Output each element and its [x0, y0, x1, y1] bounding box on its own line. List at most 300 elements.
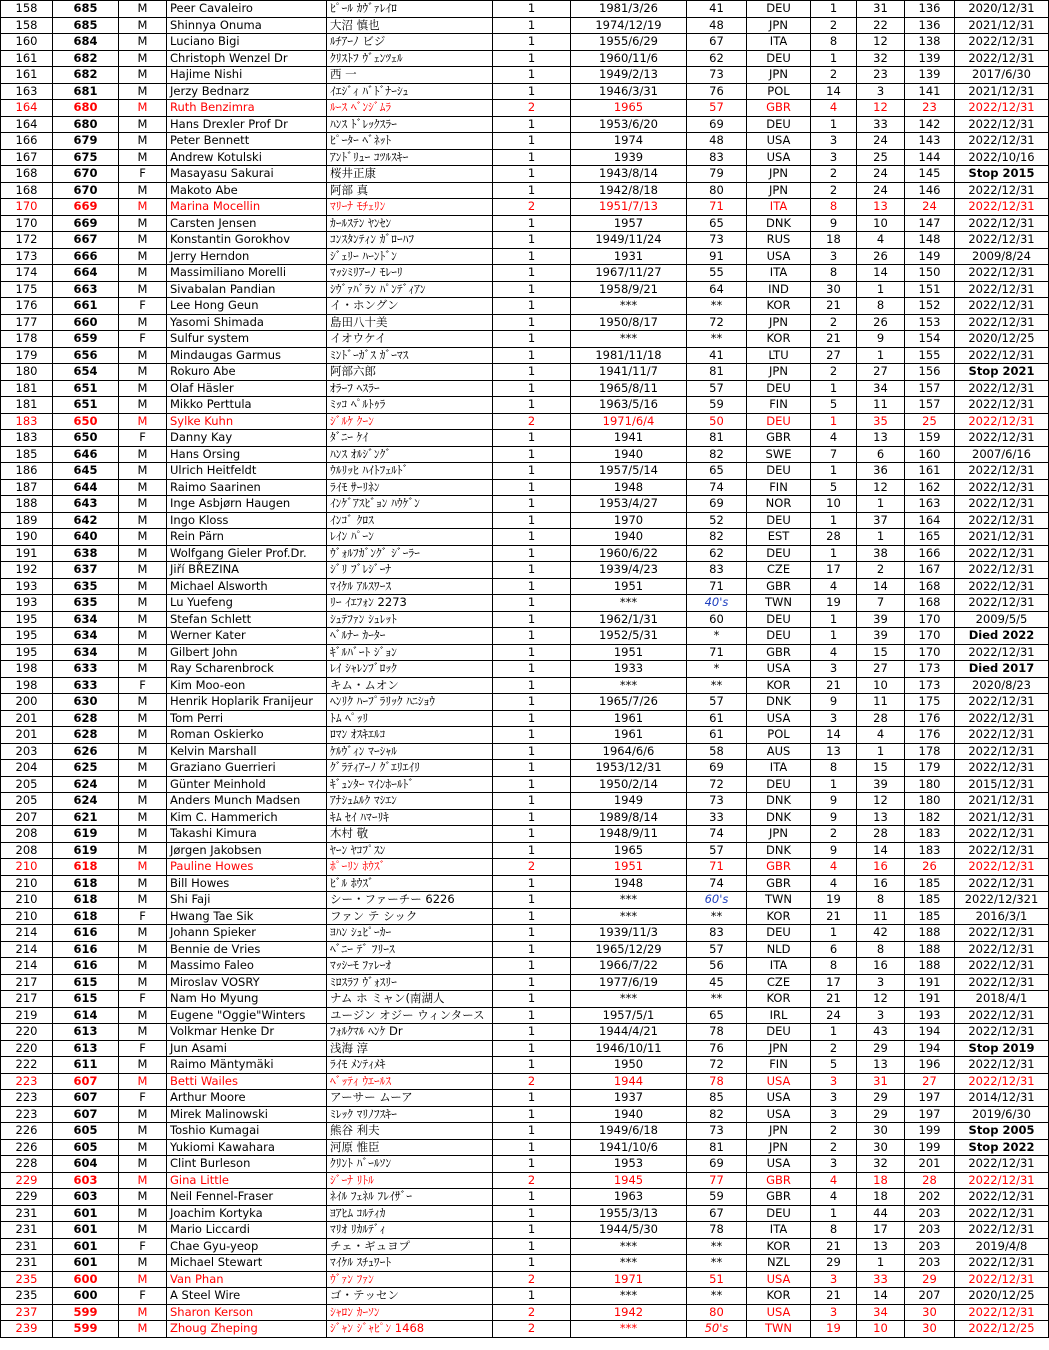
birth-date-cell: 1951	[571, 859, 687, 876]
kana-name-cell: ｲﾝｹﾞｱｽﾋﾞｮﾝ ﾊｳｹﾞﾝ	[327, 496, 493, 513]
kana-name-cell: ﾙﾁｱｰﾉ ビジ	[327, 34, 493, 51]
rank-cell: 181	[1, 397, 53, 414]
combined-rank-cell: 188	[905, 941, 955, 958]
points-cell: 633	[53, 677, 119, 694]
birth-date-cell: 1967/11/27	[571, 265, 687, 282]
country-cell: DNK	[747, 842, 811, 859]
points-cell: 614	[53, 1007, 119, 1024]
kana-name-cell: シー・ファーチー 6226	[327, 892, 493, 909]
status-cell: 1	[493, 116, 571, 133]
rank-cell: 203	[1, 743, 53, 760]
table-row	[1, 661, 1049, 678]
table-row	[1, 1007, 1049, 1024]
rank-cell: 205	[1, 793, 53, 810]
rank-cell: 223	[1, 1073, 53, 1090]
table-row	[1, 166, 1049, 183]
combined-rank-cell: 188	[905, 925, 955, 942]
rank-cell: 229	[1, 1172, 53, 1189]
country-rank-cell: 21	[811, 677, 857, 694]
sub-rank-cell: 29	[857, 1040, 905, 1057]
points-cell: 634	[53, 628, 119, 645]
sub-rank-cell: 30	[857, 1123, 905, 1140]
table-row	[1, 281, 1049, 298]
combined-rank-cell: 160	[905, 446, 955, 463]
rank-cell: 228	[1, 1156, 53, 1173]
kana-name-cell: ｼﾞｬﾝ ｼﾞｬﾋﾟﾝ 1468	[327, 1321, 493, 1338]
points-cell: 604	[53, 1156, 119, 1173]
kana-name-cell: ｲｴｼﾞｨ ﾊﾞﾄﾞﾅｰｼｭ	[327, 83, 493, 100]
birth-date-cell: 1989/8/14	[571, 809, 687, 826]
birth-date-cell: 1961	[571, 727, 687, 744]
rank-cell: 226	[1, 1139, 53, 1156]
points-cell: 618	[53, 892, 119, 909]
rank-cell: 176	[1, 298, 53, 315]
table-row	[1, 67, 1049, 84]
date-cell: 2022/12/321	[955, 892, 1049, 909]
date-cell: 2022/12/31	[955, 1172, 1049, 1189]
table-row	[1, 1106, 1049, 1123]
age-cell: 85	[687, 1090, 747, 1107]
birth-date-cell: 1946/3/31	[571, 83, 687, 100]
sub-rank-cell: 39	[857, 628, 905, 645]
rank-cell: 208	[1, 826, 53, 843]
country-rank-cell: 21	[811, 1238, 857, 1255]
table-row	[1, 430, 1049, 447]
rank-cell: 183	[1, 413, 53, 430]
name-cell: Jerzy Bednarz	[167, 83, 327, 100]
country-rank-cell: 17	[811, 562, 857, 579]
age-cell: **	[687, 908, 747, 925]
age-cell: 81	[687, 430, 747, 447]
name-cell: Toshio Kumagai	[167, 1123, 327, 1140]
kana-name-cell: ﾏｲｹﾙ ｱﾙｽﾜｰｽ	[327, 578, 493, 595]
country-rank-cell: 4	[811, 578, 857, 595]
country-cell: DEU	[747, 545, 811, 562]
rank-cell: 166	[1, 133, 53, 150]
sex-cell: M	[119, 1304, 167, 1321]
status-cell: 1	[493, 628, 571, 645]
country-cell: JPN	[747, 17, 811, 34]
kana-name-cell: ﾚｲﾝ ﾊﾟｰﾝ	[327, 529, 493, 546]
date-cell: 2022/12/31	[955, 199, 1049, 216]
table-row	[1, 1139, 1049, 1156]
name-cell: Jerry Herndon	[167, 248, 327, 265]
rank-cell: 217	[1, 991, 53, 1008]
combined-rank-cell: 157	[905, 397, 955, 414]
kana-name-cell: ﾍﾞｯﾃｨ ｳｴｰﾙｽ	[327, 1073, 493, 1090]
age-cell: 52	[687, 512, 747, 529]
sub-rank-cell: 32	[857, 1156, 905, 1173]
kana-name-cell: ﾊﾝｽ ｵﾙｼﾞﾝｸﾞ	[327, 446, 493, 463]
status-cell: 1	[493, 512, 571, 529]
kana-name-cell: ナム ホ ミャン(南湖人	[327, 991, 493, 1008]
sex-cell: M	[119, 1123, 167, 1140]
kana-name-cell: ﾀﾞﾆｰ ｹｲ	[327, 430, 493, 447]
kana-name-cell: ﾏﾘｵ ﾘｶﾙﾃﾞｨ	[327, 1222, 493, 1239]
kana-name-cell: 阿部 真	[327, 182, 493, 199]
rank-cell: 207	[1, 809, 53, 826]
points-cell: 654	[53, 364, 119, 381]
sub-rank-cell: 13	[857, 1057, 905, 1074]
birth-date-cell: 1953/4/27	[571, 496, 687, 513]
date-cell: Died 2017	[955, 661, 1049, 678]
birth-date-cell: 1933	[571, 661, 687, 678]
birth-date-cell: 1962/1/31	[571, 611, 687, 628]
points-cell: 682	[53, 50, 119, 67]
table-row	[1, 1024, 1049, 1041]
date-cell: 2022/12/31	[955, 314, 1049, 331]
name-cell: Gilbert John	[167, 644, 327, 661]
birth-date-cell: 1957/5/14	[571, 463, 687, 480]
combined-rank-cell: 156	[905, 364, 955, 381]
status-cell: 1	[493, 215, 571, 232]
name-cell: Graziano Guerrieri	[167, 760, 327, 777]
name-cell: Tom Perri	[167, 710, 327, 727]
status-cell: 1	[493, 298, 571, 315]
country-rank-cell: 14	[811, 83, 857, 100]
status-cell: 1	[493, 364, 571, 381]
kana-name-cell: ﾗｲﾓ ｻｰﾘﾈﾝ	[327, 479, 493, 496]
country-rank-cell: 29	[811, 1255, 857, 1272]
age-cell: 80	[687, 1304, 747, 1321]
kana-name-cell: ｵﾗｰﾌ ﾍｽﾗｰ	[327, 380, 493, 397]
sex-cell: M	[119, 1271, 167, 1288]
date-cell: 2022/12/31	[955, 116, 1049, 133]
combined-rank-cell: 23	[905, 100, 955, 117]
status-cell: 1	[493, 826, 571, 843]
name-cell: Kim C. Hammerich	[167, 809, 327, 826]
age-cell: 62	[687, 545, 747, 562]
country-rank-cell: 21	[811, 298, 857, 315]
age-cell: 64	[687, 281, 747, 298]
country-rank-cell: 2	[811, 1139, 857, 1156]
rank-cell: 177	[1, 314, 53, 331]
status-cell: 2	[493, 1271, 571, 1288]
country-cell: SWE	[747, 446, 811, 463]
sex-cell: F	[119, 298, 167, 315]
table-row	[1, 512, 1049, 529]
combined-rank-cell: 166	[905, 545, 955, 562]
sub-rank-cell: 27	[857, 661, 905, 678]
sex-cell: M	[119, 17, 167, 34]
sub-rank-cell: 10	[857, 677, 905, 694]
country-rank-cell: 21	[811, 331, 857, 348]
rank-cell: 223	[1, 1090, 53, 1107]
age-cell: 78	[687, 1024, 747, 1041]
name-cell: Mirek Malinowski	[167, 1106, 327, 1123]
birth-date-cell: 1966/7/22	[571, 958, 687, 975]
kana-name-cell: イオウケイ	[327, 331, 493, 348]
sex-cell: M	[119, 34, 167, 51]
status-cell: 1	[493, 974, 571, 991]
country-cell: DNK	[747, 809, 811, 826]
date-cell: 2022/12/31	[955, 430, 1049, 447]
sex-cell: M	[119, 809, 167, 826]
points-cell: 607	[53, 1106, 119, 1123]
sub-rank-cell: 12	[857, 100, 905, 117]
date-cell: 2022/12/31	[955, 463, 1049, 480]
sub-rank-cell: 39	[857, 776, 905, 793]
kana-name-cell: ｹﾙｳﾞｨﾝ ﾏｰｼｬﾙ	[327, 743, 493, 760]
sex-cell: F	[119, 1288, 167, 1305]
birth-date-cell: 1957	[571, 215, 687, 232]
table-row	[1, 331, 1049, 348]
kana-name-cell: 木村 敬	[327, 826, 493, 843]
rank-cell: 198	[1, 661, 53, 678]
table-row	[1, 941, 1049, 958]
status-cell: 2	[493, 859, 571, 876]
combined-rank-cell: 179	[905, 760, 955, 777]
rank-cell: 195	[1, 628, 53, 645]
points-cell: 666	[53, 248, 119, 265]
sex-cell: M	[119, 463, 167, 480]
combined-rank-cell: 164	[905, 512, 955, 529]
name-cell: Hajime Nishi	[167, 67, 327, 84]
date-cell: 2022/12/31	[955, 727, 1049, 744]
combined-rank-cell: 146	[905, 182, 955, 199]
combined-rank-cell: 194	[905, 1040, 955, 1057]
status-cell: 1	[493, 776, 571, 793]
date-cell: 2022/12/31	[955, 562, 1049, 579]
kana-name-cell: 桜井正康	[327, 166, 493, 183]
kana-name-cell: ｳﾞｫﾙﾌｶﾞﾝｸﾞ ｼﾞｰﾗｰ	[327, 545, 493, 562]
status-cell: 1	[493, 1040, 571, 1057]
points-cell: 642	[53, 512, 119, 529]
country-rank-cell: 1	[811, 925, 857, 942]
date-cell: 2022/12/31	[955, 1156, 1049, 1173]
rank-cell: 208	[1, 842, 53, 859]
table-row	[1, 50, 1049, 67]
points-cell: 600	[53, 1288, 119, 1305]
status-cell: 1	[493, 1156, 571, 1173]
country-rank-cell: 21	[811, 991, 857, 1008]
points-cell: 635	[53, 578, 119, 595]
date-cell: 2022/12/31	[955, 298, 1049, 315]
age-cell: 65	[687, 1007, 747, 1024]
country-cell: FIN	[747, 479, 811, 496]
kana-name-cell: ｲﾝｺﾞ ｸﾛｽ	[327, 512, 493, 529]
combined-rank-cell: 170	[905, 628, 955, 645]
kana-name-cell: ｷﾞﾙﾊﾞｰﾄ ｼﾞｮﾝ	[327, 644, 493, 661]
sex-cell: M	[119, 661, 167, 678]
status-cell: 1	[493, 265, 571, 282]
rank-cell: 170	[1, 199, 53, 216]
points-cell: 684	[53, 34, 119, 51]
sub-rank-cell: 26	[857, 248, 905, 265]
kana-name-cell: ｺﾝｽﾀﾝﾃｨﾝ ｶﾞﾛｰﾊﾌ	[327, 232, 493, 249]
country-rank-cell: 2	[811, 182, 857, 199]
rank-cell: 185	[1, 446, 53, 463]
points-cell: 601	[53, 1222, 119, 1239]
country-cell: ITA	[747, 1222, 811, 1239]
name-cell: Chae Gyu-yeop	[167, 1238, 327, 1255]
table-row	[1, 991, 1049, 1008]
combined-rank-cell: 24	[905, 199, 955, 216]
sex-cell: M	[119, 628, 167, 645]
age-cell: 78	[687, 1073, 747, 1090]
name-cell: Yukiomi Kawahara	[167, 1139, 327, 1156]
sub-rank-cell: 23	[857, 67, 905, 84]
name-cell: Sivabalan Pandian	[167, 281, 327, 298]
date-cell: 2022/12/31	[955, 644, 1049, 661]
points-cell: 637	[53, 562, 119, 579]
sub-rank-cell: 43	[857, 1024, 905, 1041]
name-cell: Mikko Perttula	[167, 397, 327, 414]
sub-rank-cell: 13	[857, 809, 905, 826]
age-cell: 59	[687, 397, 747, 414]
date-cell: 2022/12/31	[955, 50, 1049, 67]
status-cell: 2	[493, 199, 571, 216]
combined-rank-cell: 152	[905, 298, 955, 315]
name-cell: Ruth Benzimra	[167, 100, 327, 117]
rank-cell: 158	[1, 1, 53, 18]
rank-cell: 190	[1, 529, 53, 546]
status-cell: 1	[493, 941, 571, 958]
country-rank-cell: 13	[811, 743, 857, 760]
country-rank-cell: 1	[811, 1205, 857, 1222]
status-cell: 1	[493, 611, 571, 628]
country-rank-cell: 3	[811, 661, 857, 678]
country-rank-cell: 5	[811, 1057, 857, 1074]
sub-rank-cell: 11	[857, 694, 905, 711]
birth-date-cell: 1950/8/17	[571, 314, 687, 331]
country-cell: GBR	[747, 1189, 811, 1206]
date-cell: 2022/12/31	[955, 925, 1049, 942]
sex-cell: M	[119, 826, 167, 843]
status-cell: 1	[493, 397, 571, 414]
sex-cell: M	[119, 644, 167, 661]
points-cell: 613	[53, 1040, 119, 1057]
date-cell: 2022/12/31	[955, 859, 1049, 876]
date-cell: 2009/8/24	[955, 248, 1049, 265]
combined-rank-cell: 178	[905, 743, 955, 760]
country-rank-cell: 30	[811, 281, 857, 298]
country-cell: ITA	[747, 958, 811, 975]
country-cell: USA	[747, 1106, 811, 1123]
age-cell: **	[687, 677, 747, 694]
sex-cell: M	[119, 743, 167, 760]
status-cell: 1	[493, 1057, 571, 1074]
sex-cell: M	[119, 446, 167, 463]
combined-rank-cell: 191	[905, 974, 955, 991]
name-cell: Werner Kater	[167, 628, 327, 645]
date-cell: 2022/12/31	[955, 875, 1049, 892]
birth-date-cell: 1950/2/14	[571, 776, 687, 793]
date-cell: 2022/12/31	[955, 1057, 1049, 1074]
kana-name-cell: ﾏｲｹﾙ ｽﾁｭﾜｰﾄ	[327, 1255, 493, 1272]
date-cell: 2020/12/25	[955, 331, 1049, 348]
age-cell: 73	[687, 1123, 747, 1140]
table-row	[1, 413, 1049, 430]
table-row	[1, 677, 1049, 694]
table-row	[1, 1057, 1049, 1074]
kana-name-cell: ﾘｰ ｲｴﾌｫﾝ 2273	[327, 595, 493, 612]
sub-rank-cell: 31	[857, 1073, 905, 1090]
kana-name-cell: ｼﾞｪﾘｰ ﾊｰﾝﾄﾞﾝ	[327, 248, 493, 265]
sub-rank-cell: 8	[857, 941, 905, 958]
country-rank-cell: 3	[811, 1271, 857, 1288]
combined-rank-cell: 148	[905, 232, 955, 249]
table-row	[1, 1255, 1049, 1272]
sex-cell: M	[119, 1172, 167, 1189]
sub-rank-cell: 10	[857, 1321, 905, 1338]
rank-cell: 193	[1, 578, 53, 595]
birth-date-cell: 1952/5/31	[571, 628, 687, 645]
sex-cell: M	[119, 1073, 167, 1090]
country-cell: JPN	[747, 364, 811, 381]
country-cell: POL	[747, 83, 811, 100]
birth-date-cell: 1949/2/13	[571, 67, 687, 84]
country-cell: GBR	[747, 1172, 811, 1189]
country-rank-cell: 7	[811, 446, 857, 463]
kana-name-cell: ｼﾞｰﾅ ﾘﾄﾙ	[327, 1172, 493, 1189]
age-cell: 62	[687, 50, 747, 67]
sex-cell: M	[119, 793, 167, 810]
points-cell: 628	[53, 727, 119, 744]
status-cell: 1	[493, 562, 571, 579]
rank-cell: 220	[1, 1024, 53, 1041]
sex-cell: F	[119, 908, 167, 925]
name-cell: Lu Yuefeng	[167, 595, 327, 612]
rank-cell: 195	[1, 644, 53, 661]
table-row	[1, 545, 1049, 562]
status-cell: 2	[493, 100, 571, 117]
country-cell: DEU	[747, 1024, 811, 1041]
combined-rank-cell: 188	[905, 958, 955, 975]
combined-rank-cell: 162	[905, 479, 955, 496]
table-row	[1, 298, 1049, 315]
age-cell: 40's	[687, 595, 747, 612]
sub-rank-cell: 8	[857, 298, 905, 315]
country-rank-cell: 3	[811, 1090, 857, 1107]
sex-cell: M	[119, 364, 167, 381]
country-rank-cell: 8	[811, 199, 857, 216]
country-rank-cell: 19	[811, 595, 857, 612]
status-cell: 1	[493, 1007, 571, 1024]
date-cell: 2022/12/31	[955, 133, 1049, 150]
country-rank-cell: 1	[811, 628, 857, 645]
combined-rank-cell: 194	[905, 1024, 955, 1041]
kana-name-cell: ﾎﾟｰﾘﾝ ﾎｳｽﾞ	[327, 859, 493, 876]
date-cell: Stop 2022	[955, 1139, 1049, 1156]
kana-name-cell: ﾚｲ ｼｬﾚﾝﾌﾞﾛｯｸ	[327, 661, 493, 678]
rank-cell: 229	[1, 1189, 53, 1206]
country-cell: USA	[747, 1156, 811, 1173]
points-cell: 667	[53, 232, 119, 249]
date-cell: 2022/12/31	[955, 1073, 1049, 1090]
kana-name-cell: ﾏｯｼﾐﾘｱｰﾉ ﾓﾚｰﾘ	[327, 265, 493, 282]
table-row	[1, 908, 1049, 925]
sub-rank-cell: 14	[857, 265, 905, 282]
kana-name-cell: ﾏﾘｰﾅ ﾓﾁｪﾘﾝ	[327, 199, 493, 216]
country-rank-cell: 4	[811, 1189, 857, 1206]
sub-rank-cell: 3	[857, 1007, 905, 1024]
date-cell: 2017/6/30	[955, 67, 1049, 84]
name-cell: Inge Asbjørn Haugen	[167, 496, 327, 513]
date-cell: 2022/12/31	[955, 842, 1049, 859]
points-cell: 605	[53, 1139, 119, 1156]
kana-name-cell: ﾖｱﾋﾑ ｺﾙﾃｨｶ	[327, 1205, 493, 1222]
age-cell: 81	[687, 364, 747, 381]
sub-rank-cell: 28	[857, 826, 905, 843]
sub-rank-cell: 33	[857, 1271, 905, 1288]
combined-rank-cell: 163	[905, 496, 955, 513]
country-rank-cell: 17	[811, 974, 857, 991]
combined-rank-cell: 207	[905, 1288, 955, 1305]
table-row	[1, 727, 1049, 744]
country-cell: KOR	[747, 677, 811, 694]
combined-rank-cell: 30	[905, 1304, 955, 1321]
